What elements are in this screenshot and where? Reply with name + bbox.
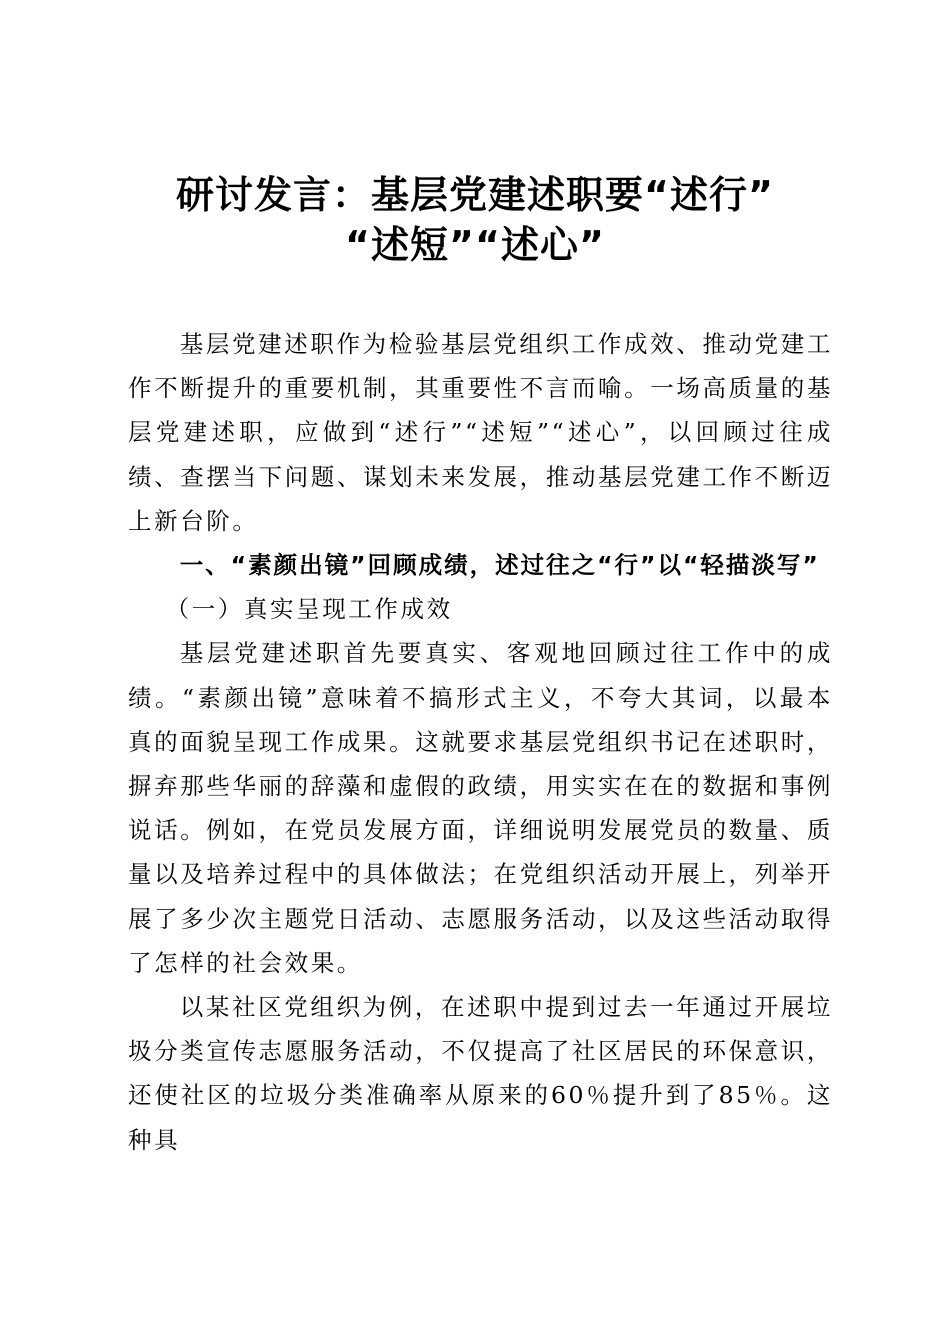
intro-paragraph: 基层党建述职作为检验基层党组织工作成效、推动党建工作不断提升的重要机制，其重要性不言而喻。一场高质量的基层党建述职，应做到“述行”“述短”“述心”，以回顾过往成绩、查摆当下问题、谋划未来发展，推动基层党建工作不断迈上新台阶。	[128, 330, 833, 535]
title-line-2: “述短”“述心”	[345, 223, 605, 267]
document-body	[128, 322, 833, 1162]
title-line-1: 研讨发言：基层党建述职要“述行”	[176, 173, 774, 217]
body-paragraph: 以某社区党组织为例，在述职中提到过去一年通过开展垃圾分类宣传志愿服务活动，不仅提高了社区居民的环保意识，还使社区的垃圾分类准确率从原来的60％提升到了85％。这种具	[128, 993, 833, 1154]
section-heading-1: 一、“素颜出镜”回顾成绩，述过往之“行”以“轻描淡写”	[179, 551, 820, 580]
document-title	[120, 170, 830, 270]
body-paragraph: 基层党建述职首先要真实、客观地回顾过往工作中的成绩。“素颜出镜”意味着不搞形式主义，不夸大其词，以最本真的面貌呈现工作成果。这就要求基层党组织书记在述职时，摒弃那些华丽的辞藻和虚假的政绩，用实实在在的数据和事例说话。例如，在党员发展方面，详细说明发展党员的数量、质量以及培养过程中的具体做法；在党组织活动开展上，列举开展了多少次主题党日活动、志愿服务活动，以及这些活动取得了怎样的社会效果。	[128, 639, 833, 977]
subsection-heading-1: （一）真实呈现工作成效	[165, 595, 453, 624]
